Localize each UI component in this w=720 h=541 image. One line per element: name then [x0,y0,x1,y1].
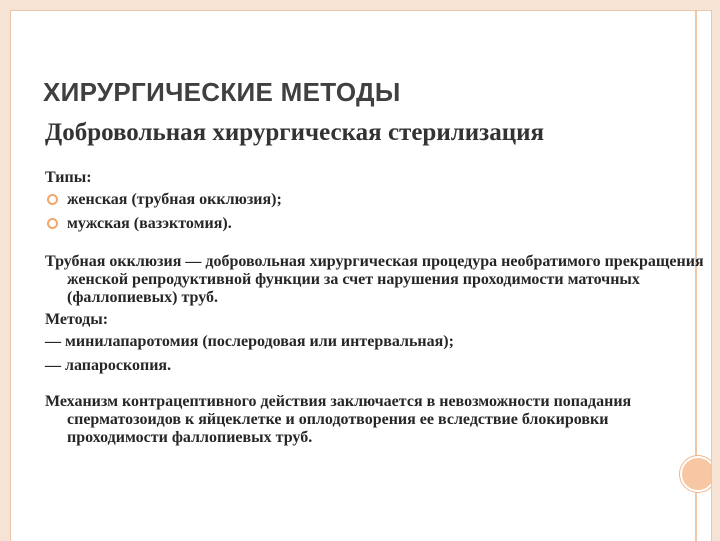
methods-list [45,333,705,375]
slide-subtitle: Добровольная хирургическая стерилизация [45,119,545,146]
list-item: — минилапаротомия (послеродовая или интервальная); [45,333,454,350]
list-item [45,191,705,209]
slide-title: ХИРУРГИЧЕСКИЕ МЕТОДЫ [43,77,401,107]
list-item: — лапароскопия. [45,357,172,374]
methods-label: Методы: [45,311,109,328]
list-item [45,215,705,233]
mechanism-paragraph: Механизм контрацептивного действия заключается в невозможности попадания сперматозоидов к яйцеклетке и оплодотворения ее вследствие блокировки проходимости фаллопиевых труб. [45,393,632,446]
type-male: мужская (вазэктомия). [67,215,232,232]
slide [10,10,712,541]
type-female: женская (трубная окклюзия); [67,191,282,208]
decorative-circle-icon [680,456,712,492]
slide-body [45,169,705,447]
occlusion-paragraph: Трубная окклюзия — добровольная хирургическая процедура необратимого прекращения женской репродуктивной функции за счет нарушения проходимости маточных (фаллопиевых) труб. [45,253,704,306]
ring-bullet-icon [47,218,58,229]
types-list [45,191,705,233]
ring-bullet-icon [47,194,58,205]
types-label: Типы: [45,169,92,186]
